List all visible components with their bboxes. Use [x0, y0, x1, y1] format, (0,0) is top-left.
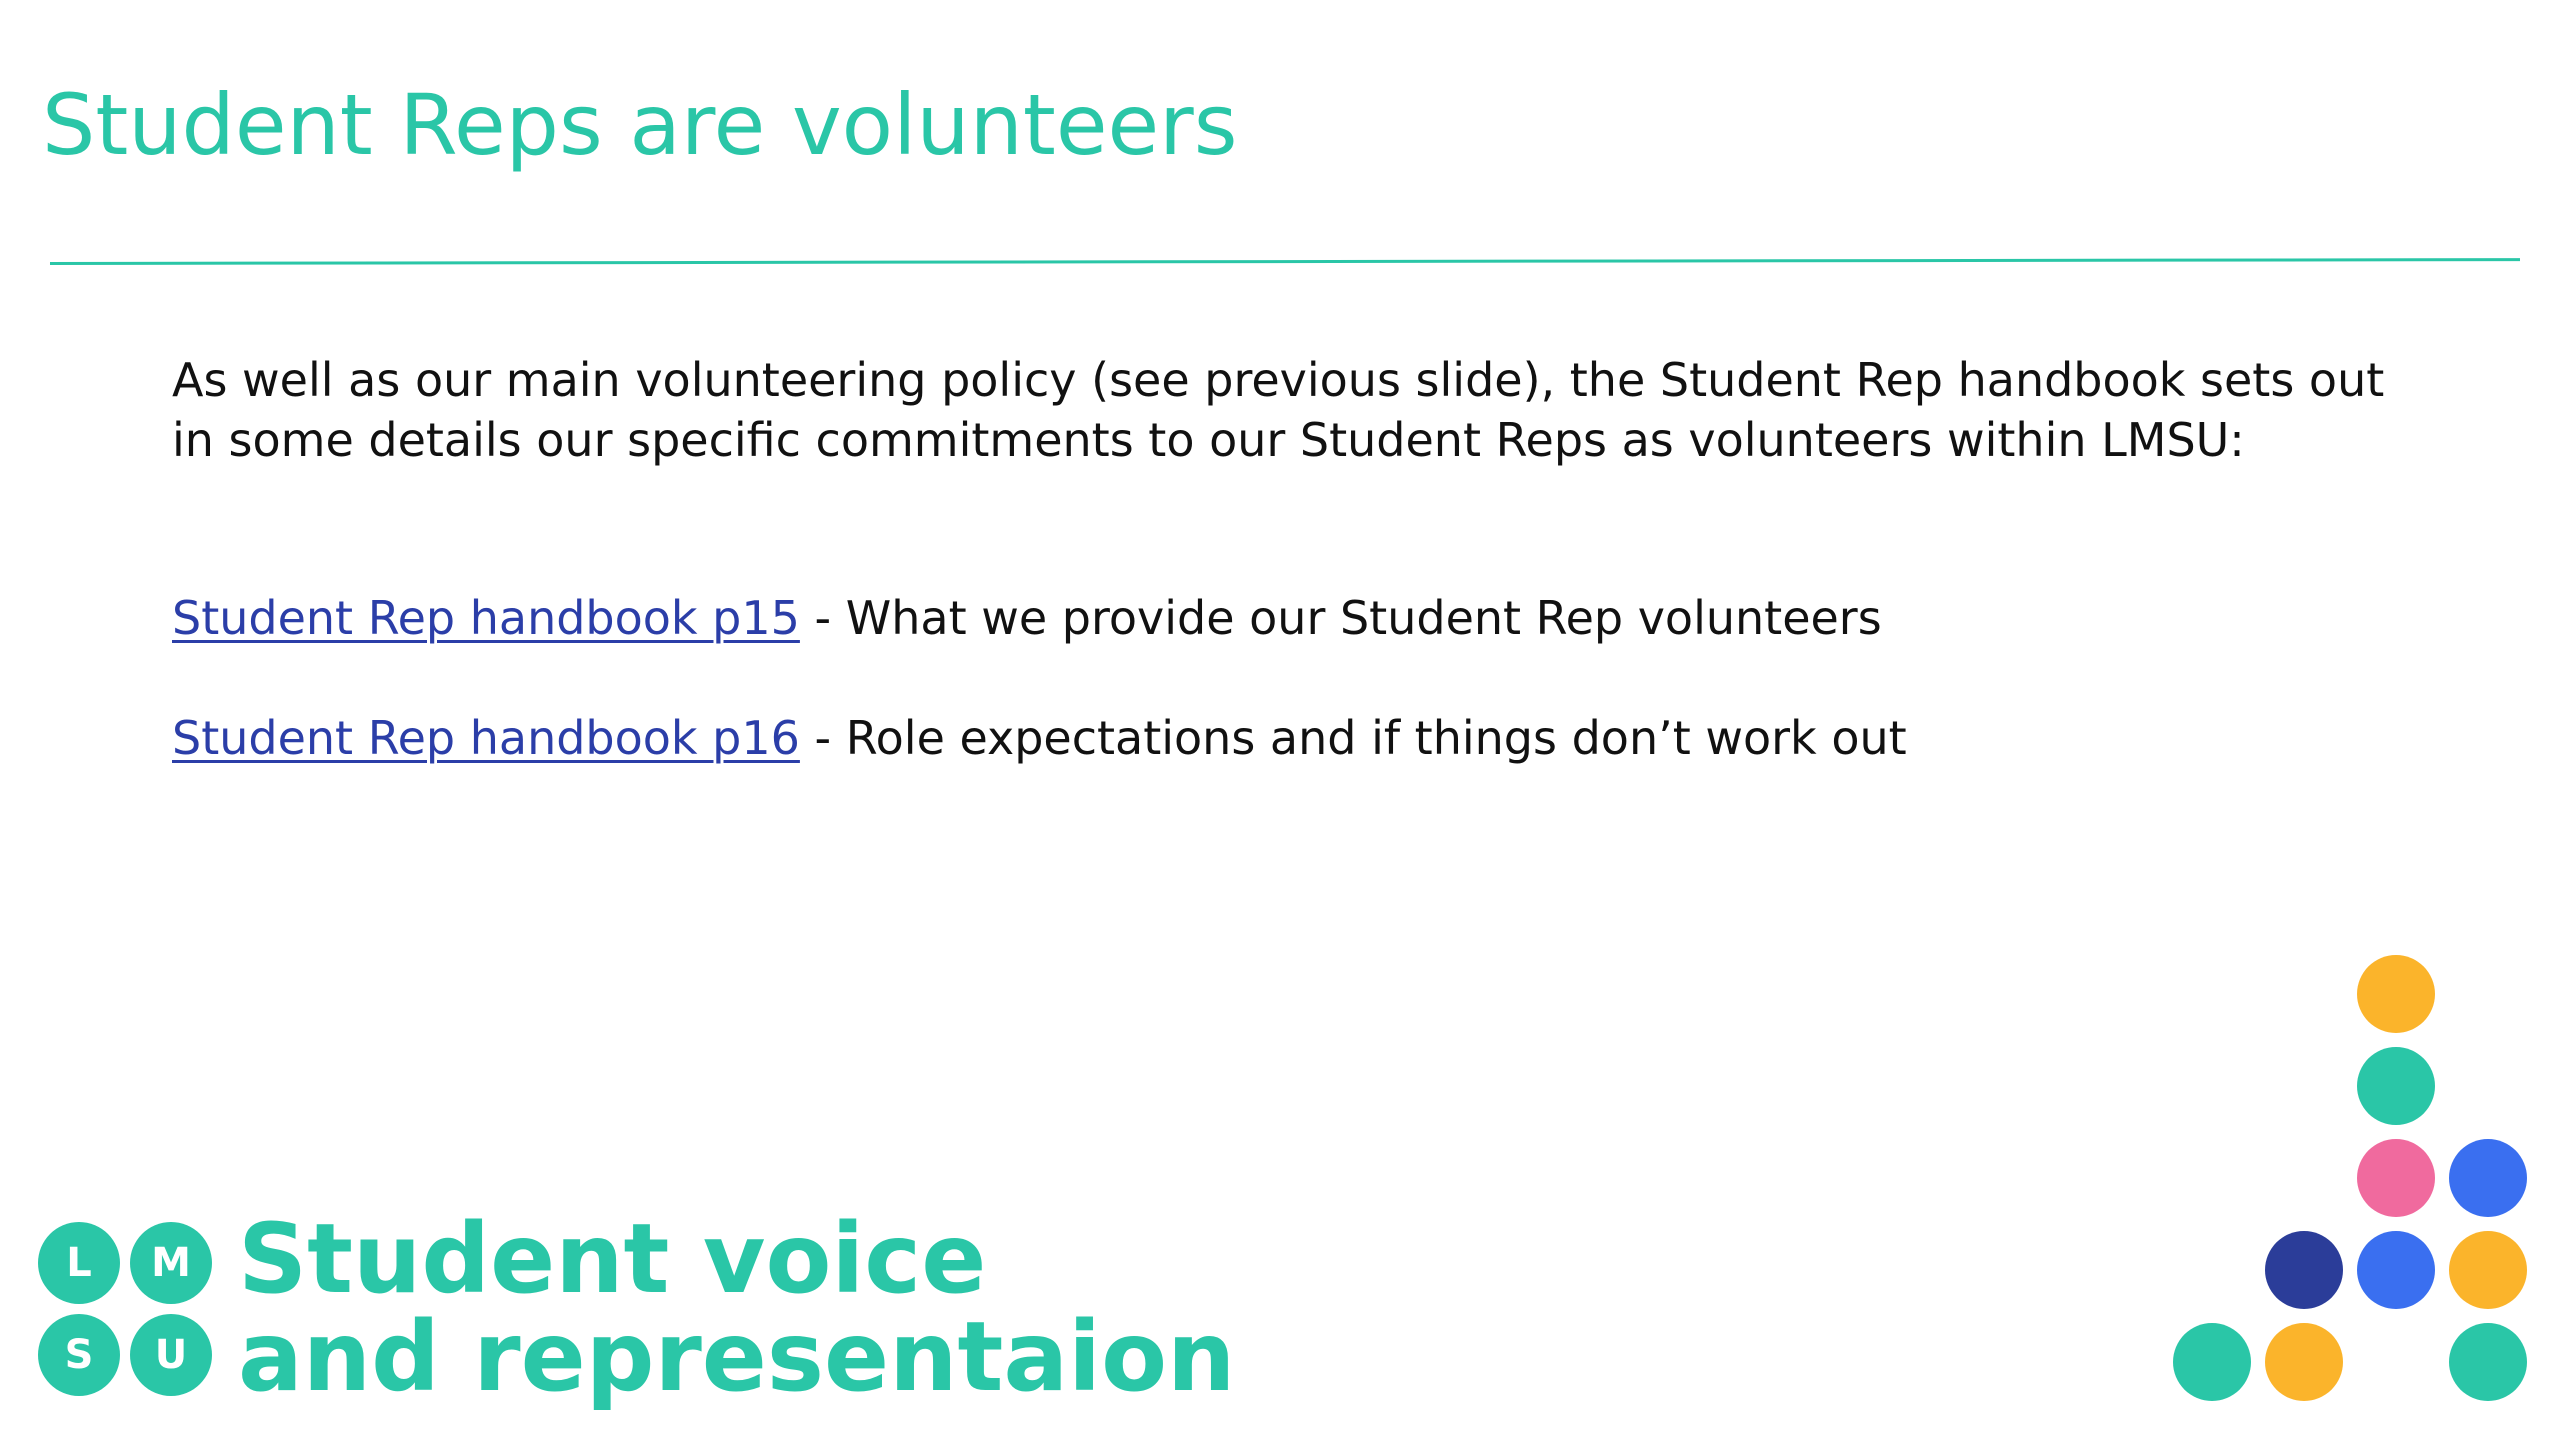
handbook-p16-description: - Role expectations and if things don’t work out — [799, 711, 1907, 765]
decor-dot-blue — [2449, 1139, 2527, 1217]
handbook-p15-link[interactable]: Student Rep handbook p15 — [172, 591, 800, 645]
handbook-p15-description: - What we provide our Student Rep volunteers — [799, 591, 1882, 645]
slide-body — [172, 350, 2412, 768]
decor-dot-yellow — [2449, 1231, 2527, 1309]
decor-dot-navy — [2265, 1231, 2343, 1309]
decor-dot-teal — [2449, 1323, 2527, 1401]
intro-paragraph: As well as our main volunteering policy (see previous slide), the Student Rep handbook sets out in some details our specific commitments to our Student Reps as volunteers within LMSU: — [172, 353, 2385, 467]
decor-dot-teal — [2173, 1323, 2251, 1401]
brand-line-1: Student voice — [238, 1203, 987, 1315]
title-divider — [50, 258, 2520, 265]
decorative-dots — [2160, 955, 2540, 1415]
logo-letter-l: L — [38, 1222, 120, 1304]
decor-dot-blue — [2357, 1231, 2435, 1309]
decor-dot-yellow — [2265, 1323, 2343, 1401]
handbook-p16-line — [172, 708, 2412, 768]
logo-letter-u: U — [130, 1314, 212, 1396]
handbook-p16-link[interactable]: Student Rep handbook p16 — [172, 711, 800, 765]
decor-dot-pink — [2357, 1139, 2435, 1217]
brand-line-2: and representaion — [238, 1301, 1236, 1413]
decor-dot-teal — [2357, 1047, 2435, 1125]
logo-letter-s: S — [38, 1314, 120, 1396]
handbook-p15-line — [172, 588, 2412, 648]
decor-dot-yellow — [2357, 955, 2435, 1033]
slide-title: Student Reps are volunteers — [42, 76, 1238, 174]
footer-brand — [238, 1203, 1236, 1413]
lmsu-logo — [38, 1222, 218, 1402]
logo-letter-m: M — [130, 1222, 212, 1304]
